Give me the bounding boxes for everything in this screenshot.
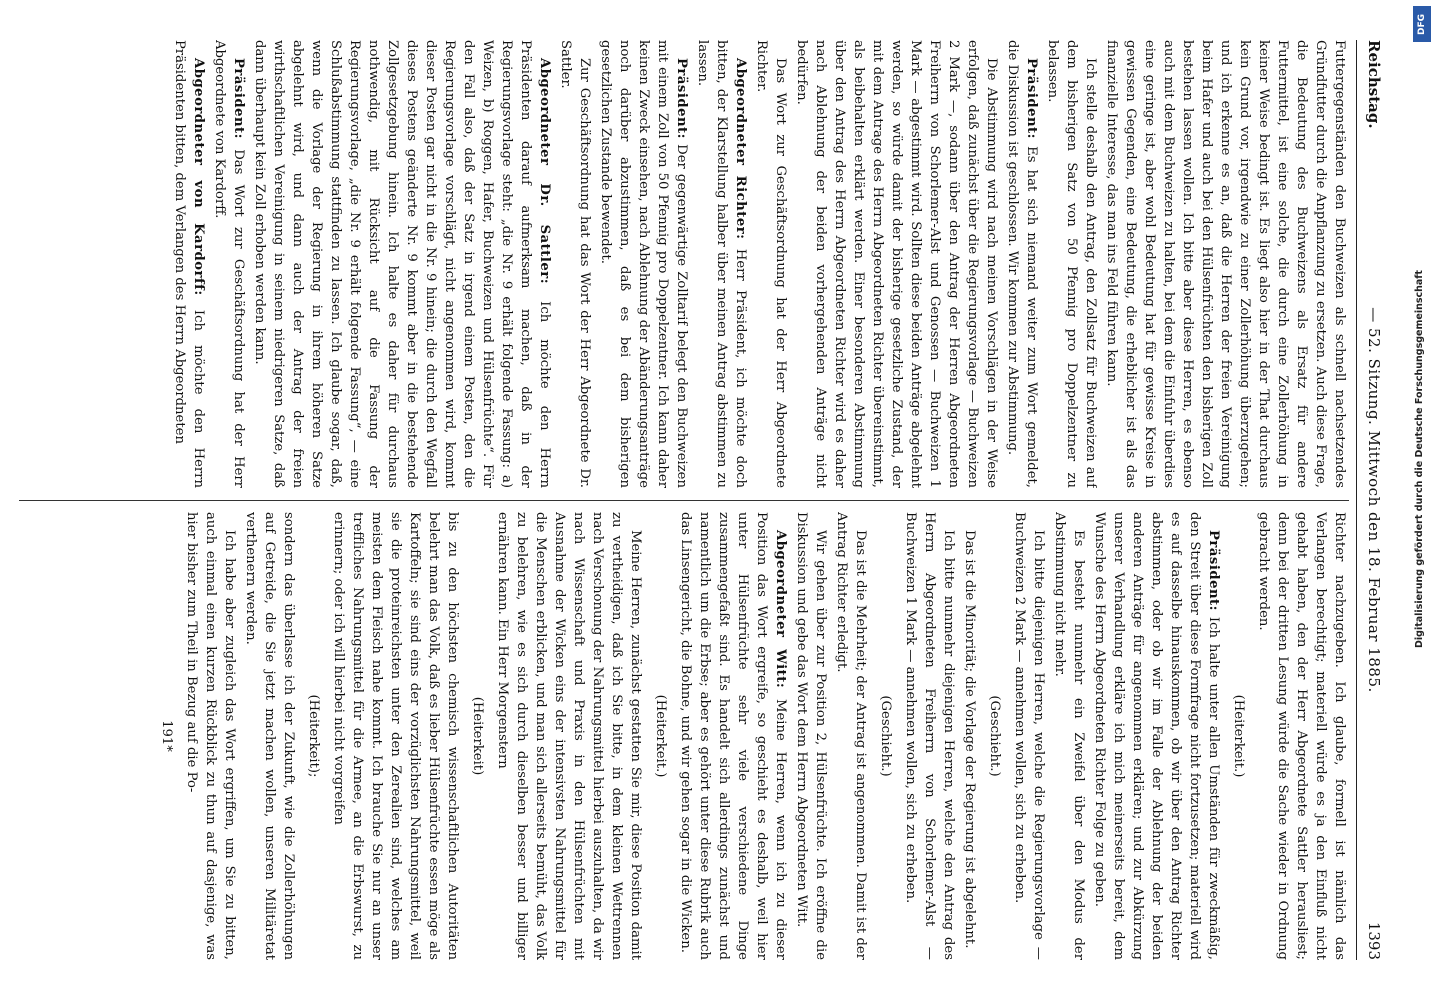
speaker: Abgeordneter Witt: xyxy=(773,530,788,689)
speaker: Präsident: xyxy=(231,58,246,140)
paragraph xyxy=(210,40,248,488)
speaker: Abgeordneter Richter: xyxy=(733,58,748,240)
paragraph xyxy=(170,40,208,488)
paragraph: Das Wort zur Geschäftsordnung hat der Herr Abgeordnete Richter. xyxy=(754,40,788,488)
paragraph: Die Abstimmung wird nach meinen Vorschlägen in der Weise erfolgen, daß zunächst über die Regierungsvorlage — Buchweizen 2 Mark —, sodann über den Antrag der Herren Abgeordneten Freiherrn von Schorlemer-Alst und Genossen — Buchweizen 1 Mark — abgestimmt wird. Sollten diese beiden Anträge abgelehnt werden, so würde damit der bisherige gesetzliche Zustand, der mit dem Antrage des Herrn Abgeordneten Richter übereinstimmt, als beibehalten erklärt werden. Einer besonderen Abstimmung über den Antrag des Herrn Abgeordneten Richter wird es daher nach Ablehnung der beiden vorhergehenden Anträge nicht bedürfen. xyxy=(794,40,999,488)
paragraph: Es besteht nunmehr ein Zweifel über den Modus der Abstimmung nicht mehr. xyxy=(1052,512,1086,960)
dfg-credit-text: Digitalisierung gefördert durch die Deutsche Forschungsgemeinschaft xyxy=(1414,270,1425,648)
header-rule xyxy=(1356,40,1357,960)
speaker: Abgeordneter Dr. Sattler: xyxy=(537,58,552,285)
speech-text: Ich möchte den Herrn Präsidenten bitten, dem Verlangen des Herrn Abgeordneten xyxy=(172,40,206,488)
paragraph: Ich bitte nunmehr diejenigen Herren, welche den Antrag des Herrn Abgeordneten Freiherrn von Schorlemer-Alst — Buchweizen 1 Mark — annehmen wollen, sich zu erheben. xyxy=(903,512,956,960)
speech-text: Es hat sich niemand weiter zum Wort gemeldet, die Diskussion ist geschlossen. Wir kommen zur Abstimmung. xyxy=(1005,40,1039,488)
speaker: Abgeordneter von Kardorff: xyxy=(191,58,206,296)
right-column xyxy=(19,512,1349,960)
column-divider xyxy=(19,500,1349,501)
interjection: (Heiterkeit.) xyxy=(1231,694,1246,778)
paragraph xyxy=(676,512,790,960)
speech-text: Herr Präsident, ich möchte doch bitten, der Klarstellung halber über meinen Antrag abstimmen zu lassen. xyxy=(695,40,748,488)
header-left: Reichstag. xyxy=(1365,40,1383,129)
paragraph: Ich bitte diejenigen Herren, welche die Regierungsvorlage — Buchweizen 2 Mark — annehmen wollen, sich zu erheben. xyxy=(1012,512,1046,960)
header-session: — 52. Sitzung. Mittwoch den 18. Februar 1885. xyxy=(1365,307,1383,693)
speaker: Präsident: xyxy=(1024,58,1039,140)
interjection: (Heiterkeit) xyxy=(470,696,485,776)
paragraph: Ich habe aber zugleich das Wort ergriffen, um Sie zu bitten, auch einmal einen kurzen Rückblick zu thun auf dasjenige, was hier bisher zum Theil in Bezug auf die Po- xyxy=(184,512,237,960)
dfg-watermark xyxy=(1413,6,1431,666)
interjection: (Heiterkeit); xyxy=(306,694,321,778)
paragraph xyxy=(596,40,691,488)
page-number: 1393 xyxy=(1365,921,1383,960)
running-header xyxy=(1357,40,1391,960)
left-column xyxy=(19,40,1349,488)
interjection: (Heiterkeit.) xyxy=(653,694,668,778)
interjection: (Geschieht.) xyxy=(987,695,1002,777)
paragraph: Das ist die Minorität; die Vorlage der Regierung ist abgelehnt. xyxy=(962,530,977,949)
speech-text: Ich halte unter allen Umständen für zweckmäßig, den Streit über diese Formfrage nicht fortzusetzen; materiell wird es auf dasselbe hinauskommen, ob wir über den Antrag Richter abstimmen, oder ob wir im Falle der Ablehnung der beiden anderen Anträge für angenommen erklären; und zur Abkürzung unserer Verhandlung erkläre ich mich meinerseits bereit, dem Wunsche des Herrn Abgeordneten Richter Folge zu geben. xyxy=(1092,512,1221,960)
speech-text: Ich möchte den Herrn Präsidenten darauf aufmerksam machen, daß in der Regierungsvorlage steht: „die Nr. 9 erhält folgende Fassung: a) Weizen, b) Roggen, Hafer, Buchweizen und Hülsenfrüchte“. Für den Fall also, daß der Satz in irgend einem Posten, den die Regierungsvorlage vorschlägt, nicht angenommen wird, kommt dieser Posten gar nicht in die Nr. 9 hinein; die durch den Wegfall dieses Postens geänderte Nr. 9 kommt aber in die bestehende Zollgesetzgebung hinein. Ich halte es daher für durchaus nothwendig, mit Rücksicht auf die Fassung der Regierungsvorlage, „die Nr. 9 erhält folgende Fassung“, — eine Schlußabstimmung stattfinden zu lassen. Ich glaube sogar, daß, wenn die Vorlage der Regierung in ihrem höheren Satze abgelehnt wird, und dann auch der Antrag der freien wirthschaftlichen Vereinigung in seinem niedrigeren Satze, daß dann überhaupt kein Zoll erhoben werden kann. xyxy=(252,40,552,488)
paragraph xyxy=(250,40,554,488)
paragraph xyxy=(1090,512,1223,960)
paragraph: Futtergegenständen den Buchweizen als schnell nachsetzendes Gründfutter durch die Anpflanzung zu ersetzen. Auch diese Frage, die Bedeutung des Buchweizens als Ersatz für andere Futtermittel, ist eine solche, die durch eine Zollerhöhung in keiner Weise bedingt ist. Es liegt also hier in der That durchaus kein Grund vor, irgendwie zu einer Zollerhöhung überzugehen; und ich erkenne es an, daß die Herren der freien Vereinigung beim Hafer und auch bei den Hülsenfrüchten den bisherigen Zoll bestehen lassen wollen. Ich bitte aber diese Herren, es ebenso auch mit dem Buchweizen zu halten, bei dem die Einfuhr überdies eine geringe ist, aber wohl Bedeutung hat für gewisse Kreise in gewissen Gegenden, eine Bedeutung, die erheblicher ist als das finanzielle Interesse, das man ins Feld führen kann. xyxy=(1104,40,1347,488)
paragraph: Meine Herren, zunächst gestatten Sie mir, diese Position damit zu vertheidigen, daß ich Sie bitte, in dem kleinen Wettrennen nach Verschonung der Nahrungsmittel hierbei auszuhalten, da wir nach Wissenschaft und Praxis in den Hülsenfrüchten mit Ausnahme der Wicken eins der intensivsten Nahrungsmittel für die Menschen erblicken, und man sich allerseits bemüht, das Volk zu belehren, wie es sich durch dieselben besser und billiger ernähren kann. Ein Herr Morgenstern xyxy=(495,512,643,960)
speaker: Präsident: xyxy=(674,58,689,140)
rotated-page xyxy=(1,20,1391,980)
paragraph xyxy=(1003,40,1041,488)
speech-text: Der gegenwärtige Zolltarif belegt den Buchweizen mit einem Zoll von 50 Pfennig pro Doppelzentner. Ich kann daher keinen Zweck einsehen, nach Ablehnung der Abänderungsanträge noch darüber abzustimmen, daß es bei dem bisherigen gesetzlichen Zustande bewendet. xyxy=(598,40,689,488)
dfg-logo: DFG xyxy=(1413,6,1431,42)
speech-text: Das Wort zur Geschäftsordnung hat der Herr Abgeordnete von Kardorff. xyxy=(212,40,246,488)
speech-text: Meine Herren, wenn ich zu dieser Position das Wort ergreife, so geschieht es deshalb, weil hier unter Hülsenfrüchte sehr viele verschiedene Dinge zusammengefaßt sind. Es handelt sich allerdings zunächst und namentlich um die Erbse; aber es gehört unter diese Rubrik auch das Linsengericht, die Bohne, und wir gehen sogar in die Wicken. xyxy=(678,512,788,960)
paragraph: sondern das überlasse ich der Zukunft, wie die Zollerhöhungen auf Getreide, die Sie jetzt machen wollen, unseren Militäretat verthenern werden. xyxy=(243,512,296,960)
paragraph: bis zu den höchsten chemisch wissenschaftlichen Autoritäten belehrt man das Volk, daß es lieber Hülsenfrüchte essen möge als Kartoffeln; sie sind eins der vorzüglichsten Nahrungsmittel, weil sie die proteinreichsten unter den Zerealien sind, welches am meisten dem Fleisch nahe kommt. Ich brauche Sie nur an unser treffliches Nahrungsmittel für die Armee, an die Erbswurst, zu erinnern; oder ich will hierbei nicht vorgreifen xyxy=(331,512,460,960)
paragraph: Richter nachzugeben. Ich glaube, formell ist nämlich das Verlangen berechtigt; materiell würde es ja den Einfluß nicht gehabt haben, den der Herr Abgeordnete Sattler herausliest; denn bei der dritten Lesung würde die Sache wieder in Ordnung gebracht werden. xyxy=(1256,512,1347,960)
paragraph: Wir gehen über zur Position 2, Hülsenfrüchte. Ich eröffne die Diskussion und gebe das Wort dem Herrn Abgeordneten Witt. xyxy=(794,512,828,960)
paragraph: Ich stelle deshalb den Antrag, den Zollsatz für Buchweizen auf dem bisherigen Satz von 50 Pfennig pro Doppelzentner zu belassen. xyxy=(1045,40,1098,488)
paragraph xyxy=(693,40,750,488)
paragraph: Zur Geschäftsordnung hat das Wort der Herr Abgeordnete Dr. Sattler. xyxy=(558,40,592,488)
printer-signature: 191* xyxy=(159,720,174,752)
paragraph: Das ist die Mehrheit; der Antrag ist angenommen. Damit ist der Antrag Richter erledigt. xyxy=(834,512,868,960)
interjection: (Geschieht.) xyxy=(878,695,893,777)
speaker: Präsident: xyxy=(1206,530,1221,612)
